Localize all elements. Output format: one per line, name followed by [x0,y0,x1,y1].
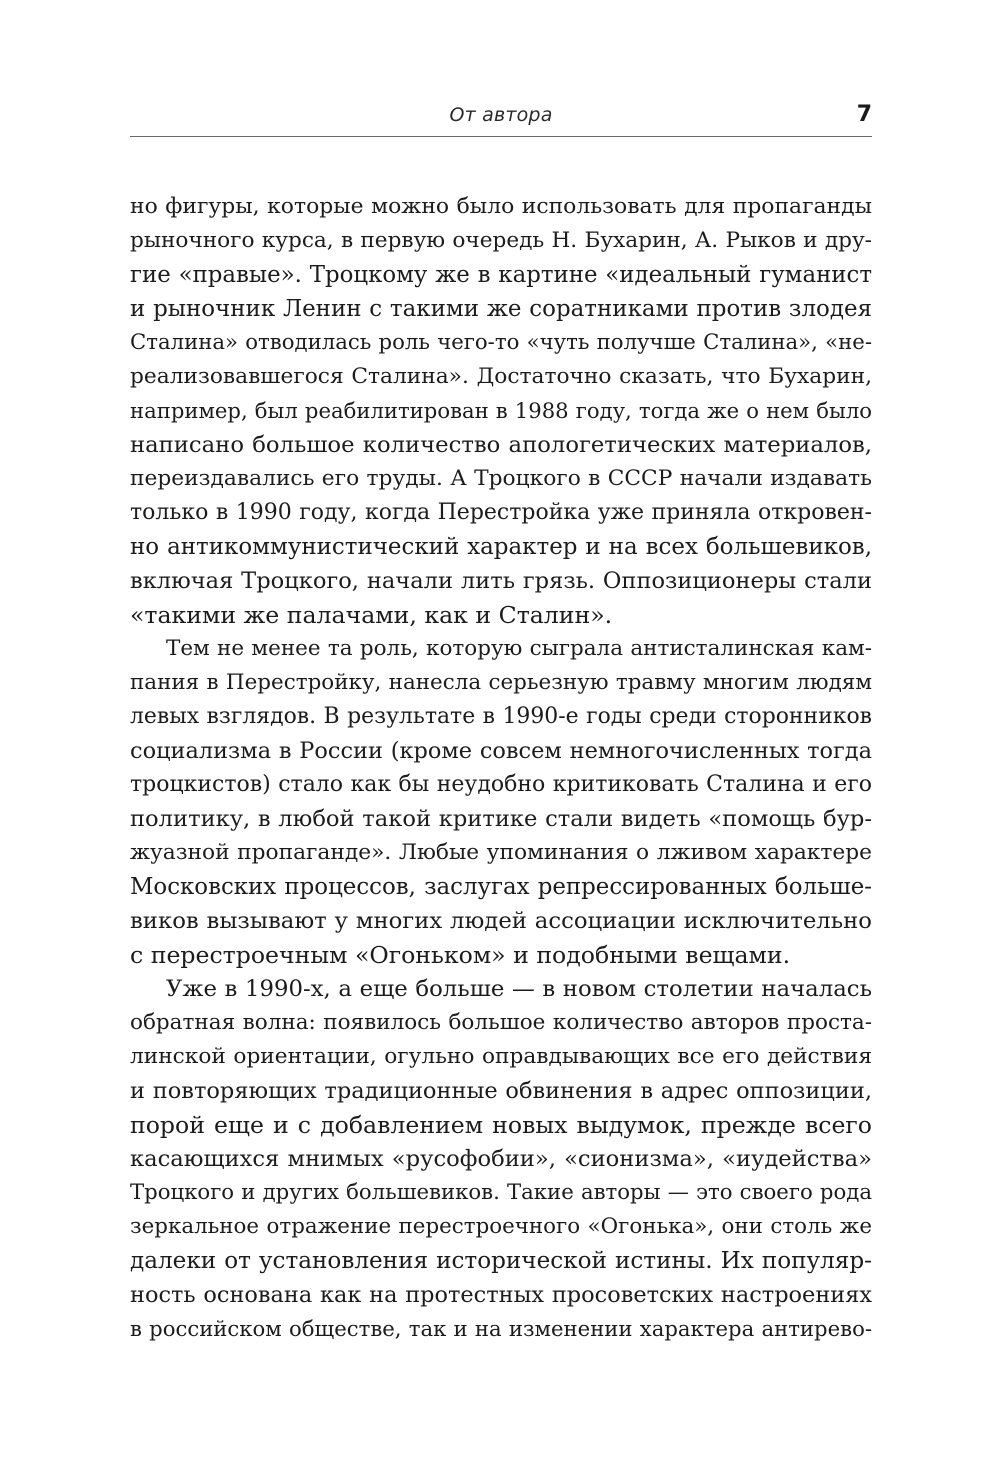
text-line: виков вызывают у многих людей ассоциации исключительно [130,908,872,934]
text-line: касающихся мнимых «русофобии», «сионизма», «иудейства» [130,1146,872,1172]
text-line: Московских процессов, заслугах репрессированных больше- [130,874,872,900]
paragraph [130,632,872,972]
text-line: только в 1990 году, когда Перестройка уже приняла откровен- [130,500,872,525]
text-line: левых взглядов. В результате в 1990-е годы среди сторонников [130,704,872,729]
text-line: Сталина» отводилась роль чего-то «чуть получше Сталина», «не- [130,330,872,355]
text-line: жуазной пропаганде». Любые упоминания о лживом характере [130,840,872,865]
text-line: и рыночник Ленин с такими же соратниками против злодея [130,296,872,322]
text-line: но антикоммунистический характер и на всех большевиков, [130,534,872,560]
paragraph [130,190,872,632]
text-line: ность основана как на протестных просоветских настроениях [130,1282,872,1308]
text-line: далеки от установления исторической истины. Их популяр- [130,1248,872,1274]
text-line: троцкистов) стало как бы неудобно критиковать Сталина и его [130,772,872,797]
running-header [130,100,872,137]
text-line: рыночного курса, в первую очередь Н. Бухарин, А. Рыков и дру- [130,228,872,253]
text-line: гие «правые». Троцкому же в картине «идеальный гуманист [130,262,872,288]
text-line: Тем не менее та роль, которую сыграла антисталинская кам- [166,636,872,661]
text-line: политику, в любой такой критике стали видеть «помощь бур- [130,806,872,832]
text-line: зеркальное отражение перестроечного «Огонька», они столь же [130,1214,872,1239]
text-line: и повторяющих традиционные обвинения в адрес оппозиции, [130,1078,872,1104]
text-line: обратная волна: появилось большое количество авторов проста- [130,1010,872,1035]
text-line: переиздавались его труды. А Троцкого в СССР начали издавать [130,466,872,491]
text-line: социализма в России (кроме совсем немногочисленных тогда [130,738,872,764]
text-line: линской ориентации, огульно оправдывающих все его действия [130,1044,872,1069]
text-line: «такими же палачами, как и Сталин». [130,601,613,629]
text-line: пания в Перестройку, нанесла серьезную травму многим людям [130,670,872,695]
text-line: Уже в 1990-х, а еще больше — в новом столетии началась [166,976,872,1002]
body-text [130,190,872,1346]
text-line: реализовавшегося Сталина». Достаточно сказать, что Бухарин, [130,364,872,389]
text-line: но фигуры, которые можно было использовать для пропаганды [130,194,872,219]
text-line: Троцкого и других большевиков. Такие авторы — это своего рода [130,1180,872,1205]
text-line: порой еще и с добавлением новых выдумок, прежде всего [130,1111,872,1139]
text-line: включая Троцкого, начали лить грязь. Оппозиционеры стали [130,568,872,594]
text-line: с перестроечным «Огоньком» и подобными вещами. [130,941,791,969]
text-line: например, был реабилитирован в 1988 году, тогда же о нем было [130,398,872,423]
running-header-title: От автора [449,104,553,126]
page-number: 7 [856,102,872,127]
paragraph [130,972,872,1346]
text-line: в российском обществе, так и на изменении характера антирево- [130,1316,872,1341]
text-line: написано большое количество апологетических материалов, [130,432,872,458]
